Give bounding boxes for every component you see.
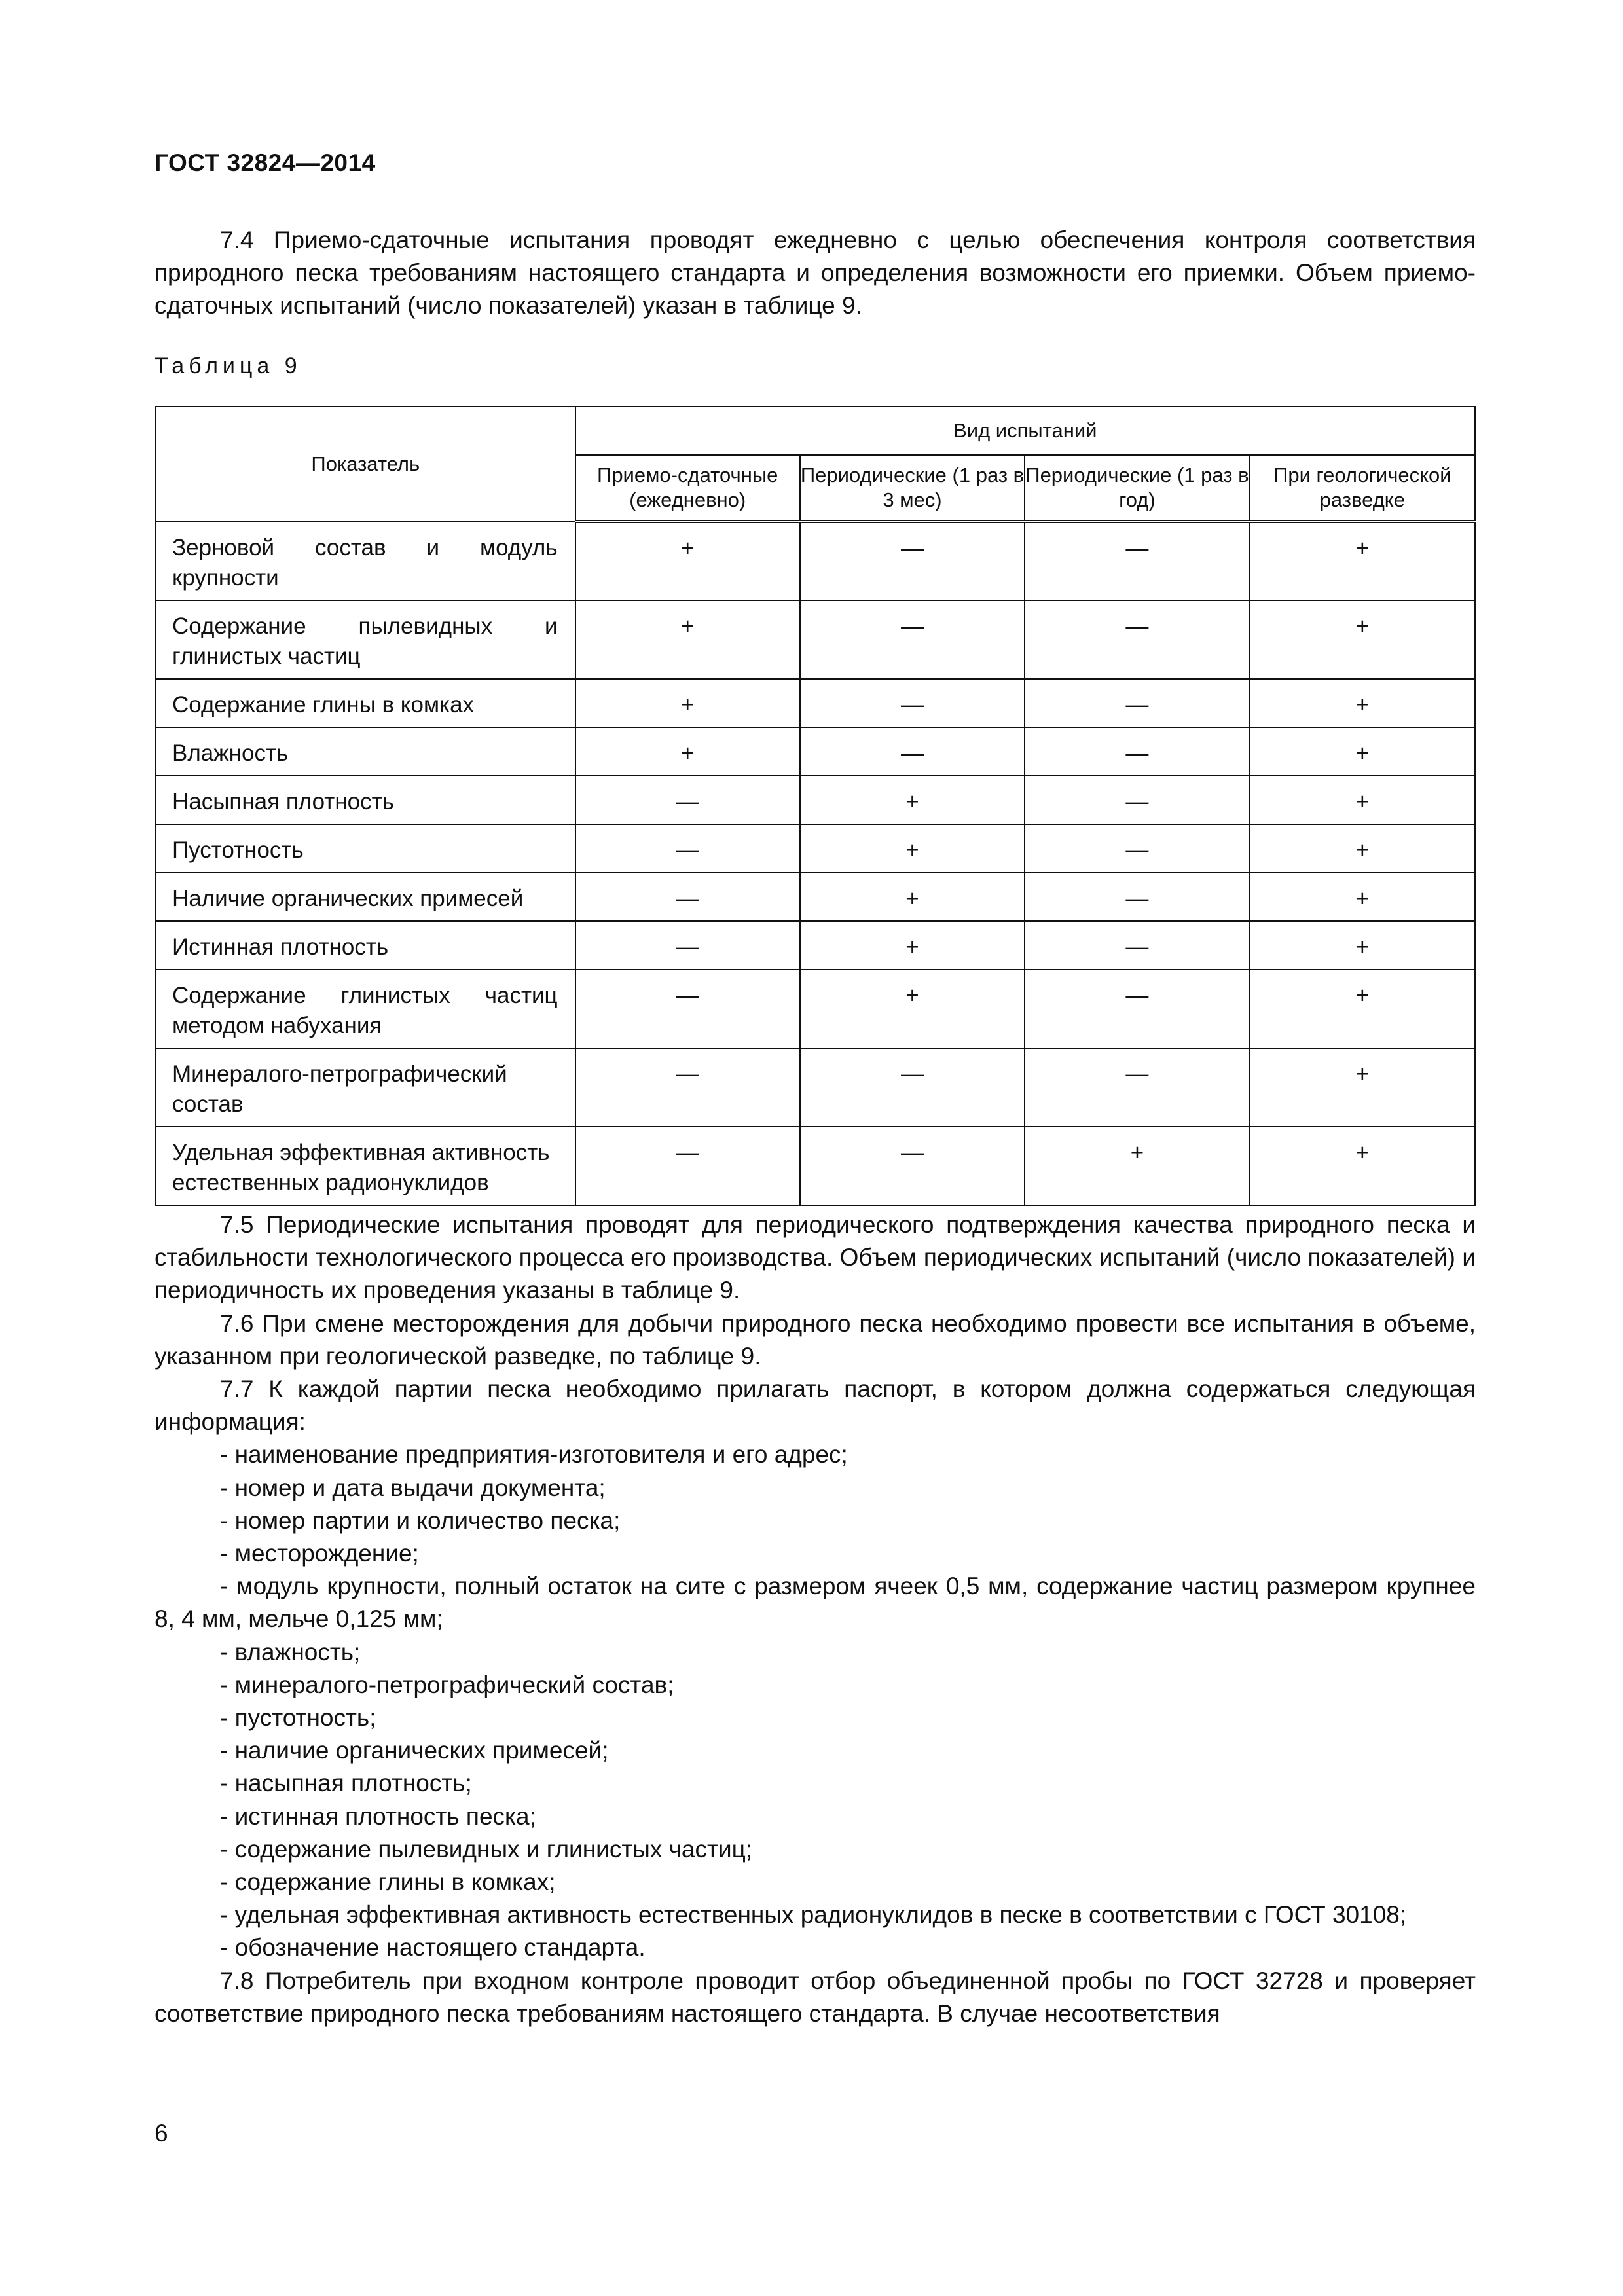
header-test-type: Вид испытаний (575, 407, 1475, 455)
cell-value: — (1025, 970, 1249, 1048)
list-item: - обозначение настоящего стандарта. (220, 1934, 646, 1961)
cell-value: + (1250, 873, 1475, 921)
table-row (156, 873, 1475, 921)
cell-value: + (1250, 600, 1475, 679)
cell-value: + (575, 600, 800, 679)
cell-value: — (575, 824, 800, 873)
table-row (156, 1048, 1475, 1127)
header-col-geological: При геологической разведке (1250, 455, 1475, 522)
list-item: - номер и дата выдачи документа; (220, 1474, 606, 1501)
cell-value: — (800, 727, 1025, 776)
cell-value: + (1250, 824, 1475, 873)
row-name: Влажность (156, 727, 575, 776)
list-item: - наличие органических примесей; (220, 1737, 609, 1764)
cell-value: — (800, 522, 1025, 600)
cell-value: + (1250, 776, 1475, 824)
paragraph-7-4: 7.4 Приемо-сдаточные испытания проводят ежедневно с целью обеспечения контроля соответствия природного песка требованиям настоящего стандарта и определения возможности его приемки. Объем приемо-сдаточных испытаний (число показателей) указан в таблице 9. (155, 227, 1476, 319)
list-item: - модуль крупности, полный остаток на сите с размером ячеек 0,5 мм, содержание частиц размером крупнее 8, 4 мм, мельче 0,125 мм; (155, 1573, 1476, 1633)
table-row (156, 522, 1475, 600)
cell-value: + (575, 522, 800, 600)
cell-value: — (800, 679, 1025, 727)
cell-value: + (1025, 1127, 1249, 1205)
paragraph-7-8: 7.8 Потребитель при входном контроле проводит отбор объединенной пробы по ГОСТ 32728 и проверяет соответствие природного песка требованиям настоящего стандарта. В случае несоответствия (155, 1967, 1476, 2027)
paragraph-7-5: 7.5 Периодические испытания проводят для периодического подтверждения качества природного песка и стабильности технологического процесса его производства. Объем периодических испытаний (число показателей) и периодичность их проведения указаны в таблице 9. (155, 1211, 1476, 1304)
row-name: Истинная плотность (156, 921, 575, 970)
body-text (155, 1209, 1476, 2030)
row-name: Содержание пылевидных и глинистых частиц (156, 600, 575, 679)
list-item: - пустотность; (220, 1704, 376, 1732)
cell-value: — (1025, 824, 1249, 873)
cell-value: — (1025, 921, 1249, 970)
table-row (156, 1127, 1475, 1205)
cell-value: — (575, 921, 800, 970)
row-name: Содержание глины в комках (156, 679, 575, 727)
list-item: - влажность; (220, 1638, 361, 1666)
document-code: ГОСТ 32824—2014 (155, 149, 376, 176)
table-row (156, 776, 1475, 824)
paragraph-7-6: 7.6 При смене месторождения для добычи природного песка необходимо провести все испытания в объеме, указанном при геологической разведке, по таблице 9. (155, 1309, 1476, 1370)
table-9 (155, 406, 1476, 1206)
cell-value: + (800, 776, 1025, 824)
cell-value: + (800, 824, 1025, 873)
cell-value: — (1025, 522, 1249, 600)
row-name: Зерновой состав и модуль крупности (156, 522, 575, 600)
cell-value: — (1025, 776, 1249, 824)
table-row (156, 679, 1475, 727)
cell-value: — (1025, 873, 1249, 921)
cell-value: + (1250, 522, 1475, 600)
cell-value: — (1025, 679, 1249, 727)
cell-value: + (575, 679, 800, 727)
cell-value: + (800, 970, 1025, 1048)
cell-value: + (575, 727, 800, 776)
cell-value: — (1025, 1048, 1249, 1127)
list-item: - удельная эффективная активность естественных радионуклидов в песке в соответствии с ГОСТ 30108; (220, 1901, 1407, 1929)
row-name: Пустотность (156, 824, 575, 873)
cell-value: — (800, 1127, 1025, 1205)
cell-value: + (800, 873, 1025, 921)
paragraph-7-7: 7.7 К каждой партии песка необходимо прилагать паспорт, в котором должна содержаться следующая информация: (155, 1376, 1476, 1436)
header-col-periodic-3m: Периодические (1 раз в 3 мес) (800, 455, 1025, 522)
header-indicator: Показатель (156, 407, 575, 522)
row-name: Наличие органических примесей (156, 873, 575, 921)
list-item: - насыпная плотность; (220, 1770, 472, 1797)
cell-value: — (800, 1048, 1025, 1127)
row-name: Удельная эффективная активность естественных радионуклидов (156, 1127, 575, 1205)
table-row (156, 727, 1475, 776)
header-col-acceptance: Приемо-сдаточные (ежедневно) (575, 455, 800, 522)
cell-value: — (575, 970, 800, 1048)
row-name: Насыпная плотность (156, 776, 575, 824)
row-name: Содержание глинистых частиц методом набухания (156, 970, 575, 1048)
cell-value: — (575, 1127, 800, 1205)
cell-value: + (1250, 727, 1475, 776)
list-item: - минералого-петрографический состав; (220, 1671, 674, 1698)
table-row (156, 600, 1475, 679)
list-item: - содержание глины в комках; (220, 1868, 556, 1896)
cell-value: — (1025, 600, 1249, 679)
table-row (156, 970, 1475, 1048)
cell-value: — (575, 1048, 800, 1127)
cell-value: — (1025, 727, 1249, 776)
cell-value: — (575, 873, 800, 921)
header-col-periodic-year: Периодические (1 раз в год) (1025, 455, 1249, 522)
cell-value: + (1250, 921, 1475, 970)
cell-value: + (800, 921, 1025, 970)
table-row (156, 824, 1475, 873)
list-item: - месторождение; (220, 1540, 419, 1567)
cell-value: + (1250, 970, 1475, 1048)
cell-value: — (800, 600, 1025, 679)
list-item: - истинная плотность песка; (220, 1802, 536, 1830)
row-name: Минералого-петрографический состав (156, 1048, 575, 1127)
cell-value: + (1250, 1048, 1475, 1127)
cell-value: + (1250, 1127, 1475, 1205)
cell-value: + (1250, 679, 1475, 727)
page-number: 6 (155, 2120, 168, 2147)
cell-value: — (575, 776, 800, 824)
list-item: - номер партии и количество песка; (220, 1506, 621, 1534)
table-row (156, 921, 1475, 970)
list-item: - содержание пылевидных и глинистых частиц; (220, 1835, 753, 1863)
list-item: - наименование предприятия-изготовителя и его адрес; (220, 1441, 848, 1468)
table-caption: Таблица 9 (155, 354, 302, 378)
